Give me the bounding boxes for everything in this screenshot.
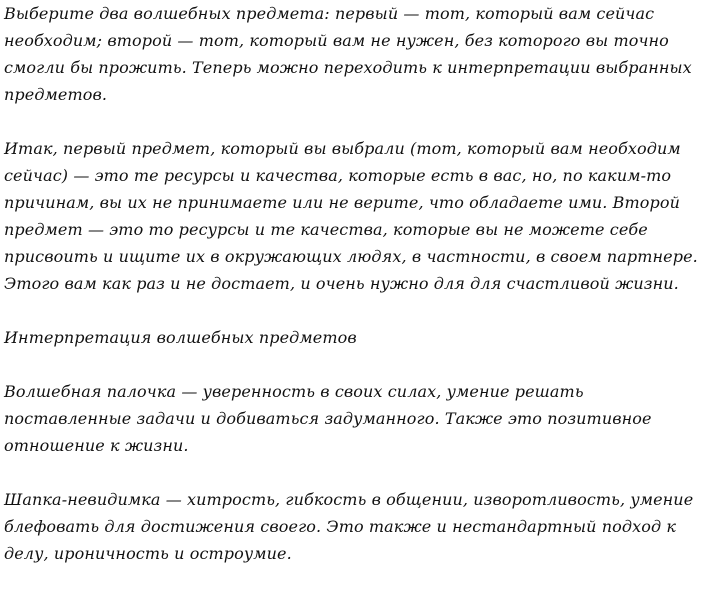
paragraph-explanation: Итак, первый предмет, который вы выбрали (тот, который вам необходим сейчас) — это те ресурсы и качества, которые есть в вас, но, по каким-то причинам, вы их не принимаете или не верите, что обладаете ими. Второй предмет — это то ресурсы и те качества, которые вы не можете себе присвоить и ищите их в окружающих людях, в частности, в своем партнере. Этого вам как раз и не достает, и очень нужно для для счастливой жизни. bbox=[4, 139, 698, 293]
paragraph-invisibility-hat: Шапка-невидимка — хитрость, гибкость в общении, изворотливость, умение блефовать для достижения своего. Это также и нестандартный подход к делу, ироничность и остроумие. bbox=[4, 490, 694, 563]
document-page bbox=[4, 0, 716, 596]
paragraph-magic-wand: Волшебная палочка — уверенность в своих силах, умение решать поставленные задачи и добиваться задуманного. Также это позитивное отношение к жизни. bbox=[4, 382, 652, 455]
section-heading: Интерпретация волшебных предметов bbox=[4, 328, 357, 347]
paragraph-intro: Выберите два волшебных предмета: первый — тот, который вам сейчас необходим; второй — тот, который вам не нужен, без которого вы точно смогли бы прожить. Теперь можно переходить к интерпретации выбранных предметов. bbox=[4, 4, 692, 104]
